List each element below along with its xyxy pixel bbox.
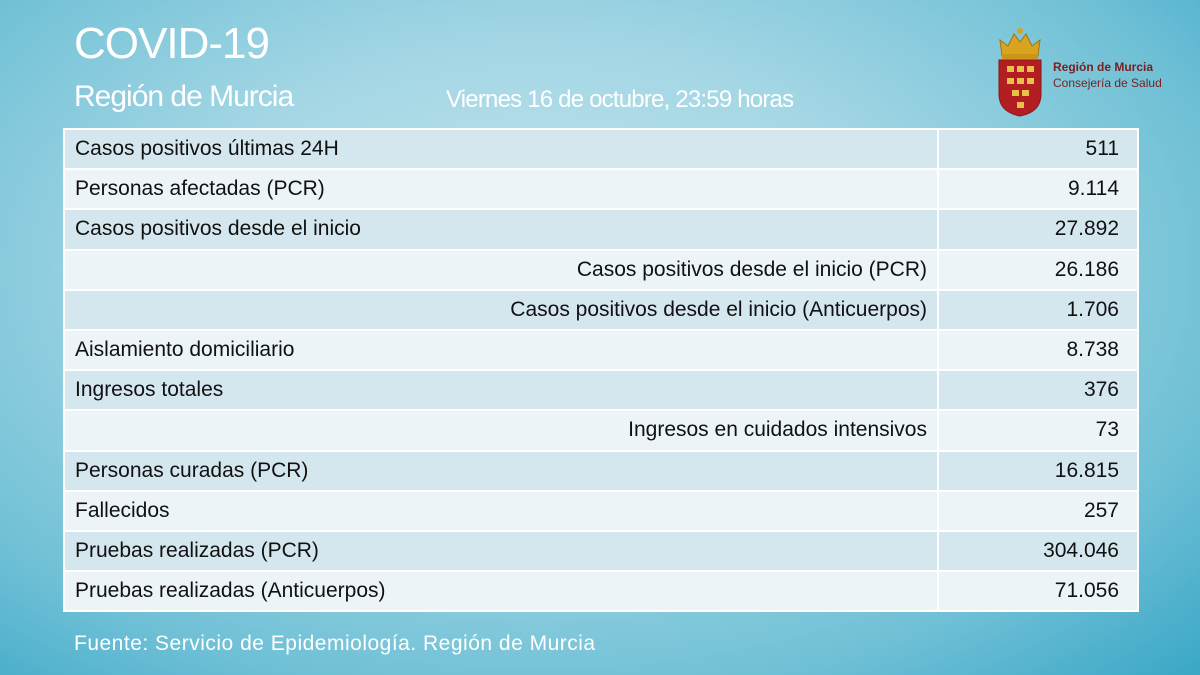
row-value: 8.738 [939,331,1137,369]
row-label: Personas curadas (PCR) [65,452,937,490]
row-value: 376 [939,371,1137,409]
row-label: Casos positivos desde el inicio (Anticuerpos) [65,291,937,329]
row-value: 16.815 [939,452,1137,490]
table-row [65,210,1137,248]
logo-department-name: Consejería de Salud [1053,76,1162,90]
row-label: Fallecidos [65,492,937,530]
row-value: 26.186 [939,251,1137,289]
table-row [65,532,1137,570]
table-row [65,492,1137,530]
row-label: Pruebas realizadas (Anticuerpos) [65,572,937,610]
table-row [65,331,1137,369]
region-murcia-logo [994,26,1174,120]
row-label: Pruebas realizadas (PCR) [65,532,937,570]
row-value: 257 [939,492,1137,530]
report-date: Viernes 16 de octubre, 23:59 horas [446,86,794,113]
row-value: 304.046 [939,532,1137,570]
table-row [65,251,1137,289]
row-value: 73 [939,411,1137,449]
table-row [65,452,1137,490]
region-murcia-coat-of-arms-icon [994,26,1046,118]
row-label: Casos positivos desde el inicio [65,210,937,248]
table-row [65,291,1137,329]
table-row [65,371,1137,409]
row-label: Casos positivos desde el inicio (PCR) [65,251,937,289]
row-label: Ingresos en cuidados intensivos [65,411,937,449]
page-title: COVID-19 [74,19,269,68]
covid-stats-table [63,128,1139,612]
row-label: Ingresos totales [65,371,937,409]
table-row [65,572,1137,610]
row-value: 511 [939,130,1137,168]
row-value: 71.056 [939,572,1137,610]
row-value: 9.114 [939,170,1137,208]
row-label: Personas afectadas (PCR) [65,170,937,208]
row-value: 27.892 [939,210,1137,248]
row-label: Casos positivos últimas 24H [65,130,937,168]
page-subtitle: Región de Murcia [74,80,294,113]
source-note: Fuente: Servicio de Epidemiología. Región de Murcia [74,632,596,655]
table-row [65,411,1137,449]
row-value: 1.706 [939,291,1137,329]
table-row [65,130,1137,168]
row-label: Aislamiento domiciliario [65,331,937,369]
logo-region-name: Región de Murcia [1053,60,1154,74]
table-row [65,170,1137,208]
